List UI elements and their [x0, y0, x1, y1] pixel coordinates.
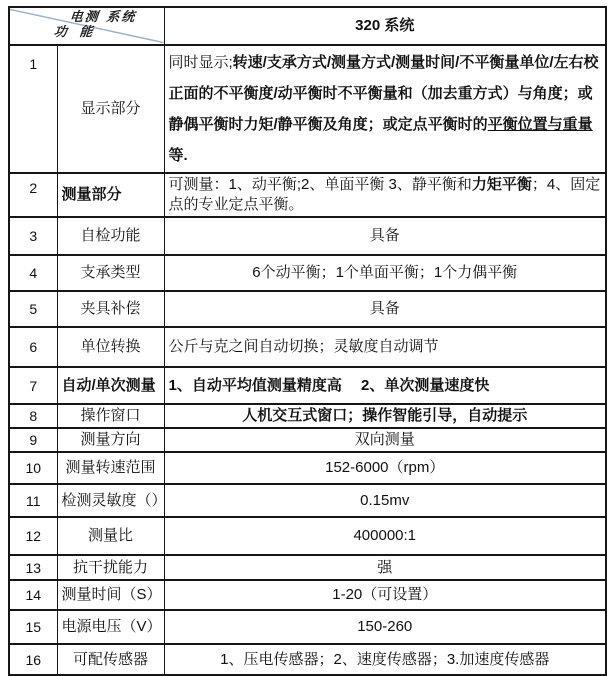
table-row [9, 484, 606, 517]
table-row [9, 404, 606, 428]
table-row [9, 217, 606, 255]
table-row [9, 452, 606, 484]
table-row [9, 327, 606, 367]
table-row [9, 291, 606, 327]
row-label: 操作窗口 [57, 404, 164, 428]
row-label: 抗干扰能力 [57, 555, 164, 580]
table-row [9, 517, 606, 555]
table-row [9, 580, 606, 610]
row-label: 单位转换 [57, 327, 164, 367]
row-label: 测量比 [57, 517, 164, 555]
row-label: 自检功能 [57, 217, 164, 255]
row-number: 16 [9, 644, 57, 675]
value-segment: 人机交互式窗口；操作智能引导，自动提示 [242, 407, 528, 424]
row-number: 13 [9, 555, 57, 580]
value-segment: 1、压电传感器；2、速度传感器；3.加速度传感器 [220, 650, 550, 668]
header-system-name: 320 系统 [164, 7, 606, 45]
row-label: 夹具补偿 [57, 291, 164, 327]
value-segment: 平衡位置与重量 [487, 116, 593, 133]
row-label: 电源电压（V） [57, 610, 164, 644]
table-row [9, 173, 606, 217]
value-segment: 400000:1 [353, 527, 417, 544]
row-label: 可配传感器 [57, 644, 164, 675]
row-number: 4 [9, 255, 57, 291]
table-row [9, 644, 606, 675]
value-segment: 1-20（可设置） [332, 586, 438, 603]
row-value [164, 217, 606, 255]
row-value [164, 555, 606, 580]
row-number: 10 [9, 452, 57, 484]
table-row [9, 428, 606, 452]
row-number: 12 [9, 517, 57, 555]
row-label: 测量部分 [57, 173, 164, 217]
row-value [164, 452, 606, 484]
value-segment: 强 [377, 558, 393, 576]
row-label: 检测灵敏度（） [57, 484, 164, 517]
value-segment: 力矩平衡 [471, 176, 532, 193]
table-row [9, 610, 606, 644]
row-number: 1 [9, 45, 57, 173]
row-value [164, 45, 606, 173]
value-segment: 0.15mv [360, 491, 410, 509]
row-number: 11 [9, 484, 57, 517]
row-number: 15 [9, 610, 57, 644]
value-segment: 可测量：1、动平衡;2、单面平衡 3、静平衡和 [168, 176, 472, 193]
row-number: 3 [9, 217, 57, 255]
header-function-axis-label: 功 能 [52, 25, 98, 40]
table-row [9, 255, 606, 291]
value-segment: 双向测量 [354, 431, 415, 448]
header-system-axis-label: 电测 系统 [68, 10, 138, 25]
value-segment: 具备 [369, 227, 400, 244]
table-row [9, 555, 606, 580]
value-segment: 等. [168, 147, 188, 164]
row-value [164, 644, 606, 675]
row-value [164, 580, 606, 610]
row-value [164, 327, 606, 367]
row-number: 2 [9, 173, 57, 217]
value-segment: ；4、固定点的专业定点平衡。 [168, 176, 601, 213]
row-value [164, 484, 606, 517]
value-segment: 6个动平衡；1个单面平衡；1个力偶平衡 [252, 264, 518, 281]
row-number: 5 [9, 291, 57, 327]
row-label: 测量转速范围 [57, 452, 164, 484]
value-segment: 同时显示; [168, 54, 233, 71]
table-body [9, 45, 606, 675]
row-value [164, 291, 606, 327]
value-segment: 具备 [369, 300, 400, 317]
spec-table [8, 6, 607, 676]
row-value [164, 255, 606, 291]
value-segment: 152-6000（rpm） [325, 459, 445, 476]
row-label: 自动/单次测量 [57, 367, 164, 404]
row-label: 测量时间（S） [57, 580, 164, 610]
diagonal-header-cell [9, 7, 164, 45]
row-value [164, 367, 606, 404]
row-number: 8 [9, 404, 57, 428]
row-label: 支承类型 [57, 255, 164, 291]
row-value [164, 517, 606, 555]
table-row [9, 45, 606, 173]
table-row [9, 367, 606, 404]
row-value [164, 173, 606, 217]
row-number: 7 [9, 367, 57, 404]
row-number: 9 [9, 428, 57, 452]
row-label: 测量方向 [57, 428, 164, 452]
row-number: 14 [9, 580, 57, 610]
value-segment: 公斤与克之间自动切换；灵敏度自动调节 [168, 338, 439, 355]
row-value [164, 428, 606, 452]
value-segment: 150-260 [357, 618, 413, 635]
header-row [9, 7, 606, 45]
value-segment: 1、自动平均值测量精度高 2、单次测量速度快 [168, 376, 490, 394]
row-value [164, 404, 606, 428]
row-value [164, 610, 606, 644]
row-number: 6 [9, 327, 57, 367]
row-label: 显示部分 [57, 45, 164, 173]
value-segment: 转速/支承方式/测量方式/测量时间/不平衡量单位/左右校正面的不平衡度/动平衡时不平衡量和（加去重方式）与角度；或静偶平衡时力矩/静平衡及角度；或定点平衡时的 [168, 54, 599, 133]
